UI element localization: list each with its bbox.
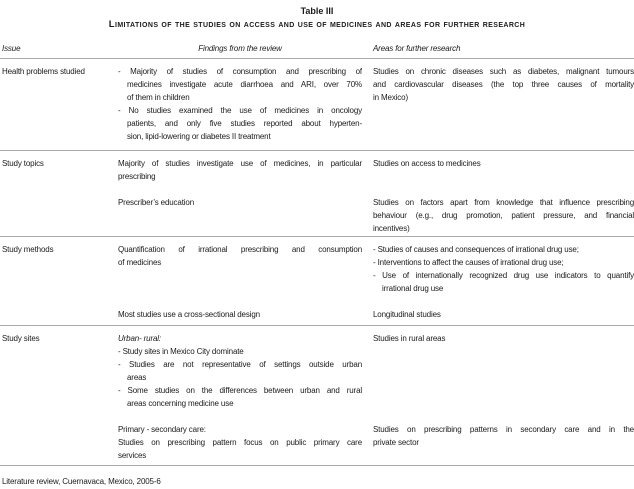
bullet-item xyxy=(118,358,362,384)
text-line: Longitudinal studies xyxy=(373,310,441,319)
text-item xyxy=(373,65,634,104)
table-subrow xyxy=(118,243,634,295)
bullet-item xyxy=(118,384,362,410)
text-line: - Interventions to affect the causes of irrational drug use; xyxy=(373,258,564,267)
text-line: prescribing xyxy=(118,172,156,181)
bullet-item xyxy=(373,269,634,295)
areas-cell xyxy=(373,157,634,183)
bullet-item xyxy=(118,65,362,104)
table-footnote: Literature review, Cuernavaca, Mexico, 2005-6 xyxy=(2,477,161,486)
text-line: - Study sites in Mexico City dominate xyxy=(118,347,244,356)
findings-cell xyxy=(118,308,362,321)
text-item xyxy=(373,157,634,170)
issue-cell: Study sites xyxy=(2,334,40,343)
text-line: Studies in rural areas xyxy=(373,334,446,343)
text-line: - Majority of studies of consumption and prescribing of xyxy=(118,67,362,76)
text-line: patients, and only five studies reported about hyperten- xyxy=(127,119,362,128)
areas-cell xyxy=(373,65,634,143)
areas-cell xyxy=(373,196,634,235)
table-subrow xyxy=(118,423,634,462)
bullet-item xyxy=(373,243,634,256)
text-line: services xyxy=(118,451,147,460)
findings-cell xyxy=(118,243,362,295)
text-line: Studies on factors apart from knowledge that influence prescribing xyxy=(373,198,634,207)
table-number: Table III xyxy=(300,6,334,16)
text-item xyxy=(373,196,634,235)
text-line: incentives) xyxy=(373,224,410,233)
text-line: - No studies examined the use of medicines in oncology xyxy=(118,106,362,115)
areas-cell xyxy=(373,423,634,462)
text-item xyxy=(373,308,634,321)
text-item xyxy=(373,332,634,345)
section-content xyxy=(118,243,634,325)
text-item xyxy=(118,423,362,436)
text-line: Quantification of irrational prescribing and consumption xyxy=(118,245,362,254)
text-item xyxy=(373,423,634,449)
text-line: private sector xyxy=(373,438,419,447)
areas-cell xyxy=(373,308,634,321)
text-item xyxy=(118,243,362,269)
issue-cell: Study topics xyxy=(2,159,44,168)
text-line: - Studies are not representative of settings outside urban xyxy=(118,360,362,369)
text-item xyxy=(118,332,362,345)
table-subrow xyxy=(118,157,634,183)
text-item xyxy=(118,157,362,183)
column-header-issue: Issue xyxy=(2,44,21,53)
text-line: Studies on prescribing pattern focus on public primary care xyxy=(118,438,362,447)
findings-cell xyxy=(118,196,362,235)
text-line: of medicines xyxy=(118,258,162,267)
text-line: - Some studies on the differences between urban and rural xyxy=(118,386,362,395)
table-section xyxy=(0,236,634,325)
text-line: Majority of studies investigate use of medicines, in particular xyxy=(118,159,362,168)
text-item xyxy=(118,436,362,462)
table-subrow xyxy=(118,332,634,410)
text-line: areas concerning medicine use xyxy=(127,399,234,408)
text-line: - Use of internationally recognized drug use indicators to quantify xyxy=(373,271,634,280)
findings-cell xyxy=(118,332,362,410)
text-line: and cardiovascular diseases (the top three causes of mortality xyxy=(373,80,634,89)
findings-cell xyxy=(118,423,362,462)
text-line: Studies on prescribing patterns in secondary care and in the xyxy=(373,425,634,434)
table-header-row xyxy=(0,42,634,59)
table-section xyxy=(0,150,634,236)
areas-cell xyxy=(373,332,634,410)
table-subrow xyxy=(118,196,634,235)
text-line: Prescriber’s education xyxy=(118,198,195,207)
section-content xyxy=(118,332,634,465)
table-section xyxy=(0,325,634,465)
table-body xyxy=(0,59,634,466)
text-line: areas xyxy=(127,373,147,382)
text-line: irrational drug use xyxy=(382,284,444,293)
table-caption: Limitations of the studies on access and use of medicines and areas for further research xyxy=(108,19,526,30)
text-item xyxy=(118,196,362,209)
bullet-item xyxy=(373,256,634,269)
section-content xyxy=(118,65,634,150)
text-line: medicines investigate acute diarrhoea and ARI, over 70% xyxy=(127,80,362,89)
table-subrow xyxy=(118,308,634,321)
text-line: Urban- rural: xyxy=(118,334,161,343)
text-line: Studies on access to medicines xyxy=(373,159,481,168)
findings-cell xyxy=(118,157,362,183)
text-line: sion, lipid-lowering or diabetes II treatment xyxy=(127,132,271,141)
issue-cell: Health problems studied xyxy=(2,67,85,76)
text-line: - Studies of causes and consequences of irrational drug use; xyxy=(373,245,579,254)
table-subrow xyxy=(118,65,634,143)
text-line: Primary - secondary care: xyxy=(118,425,206,434)
findings-cell xyxy=(118,65,362,143)
text-line: of them in children xyxy=(127,93,190,102)
issue-cell: Study methods xyxy=(2,245,54,254)
bullet-item xyxy=(118,104,362,143)
text-line: behaviour (e.g., drug promotion, patient pressure, and financial xyxy=(373,211,634,220)
bullet-item xyxy=(118,345,362,358)
column-header-findings: Findings from the review xyxy=(198,44,282,53)
text-line: Most studies use a cross-sectional design xyxy=(118,310,260,319)
areas-cell xyxy=(373,243,634,295)
text-item xyxy=(118,308,362,321)
section-content xyxy=(118,157,634,236)
table-section xyxy=(0,59,634,150)
text-line: in Mexico) xyxy=(373,93,408,102)
text-line: Studies on chronic diseases such as diabetes, malignant tumours xyxy=(373,67,634,76)
column-header-areas: Areas for further research xyxy=(373,44,461,53)
